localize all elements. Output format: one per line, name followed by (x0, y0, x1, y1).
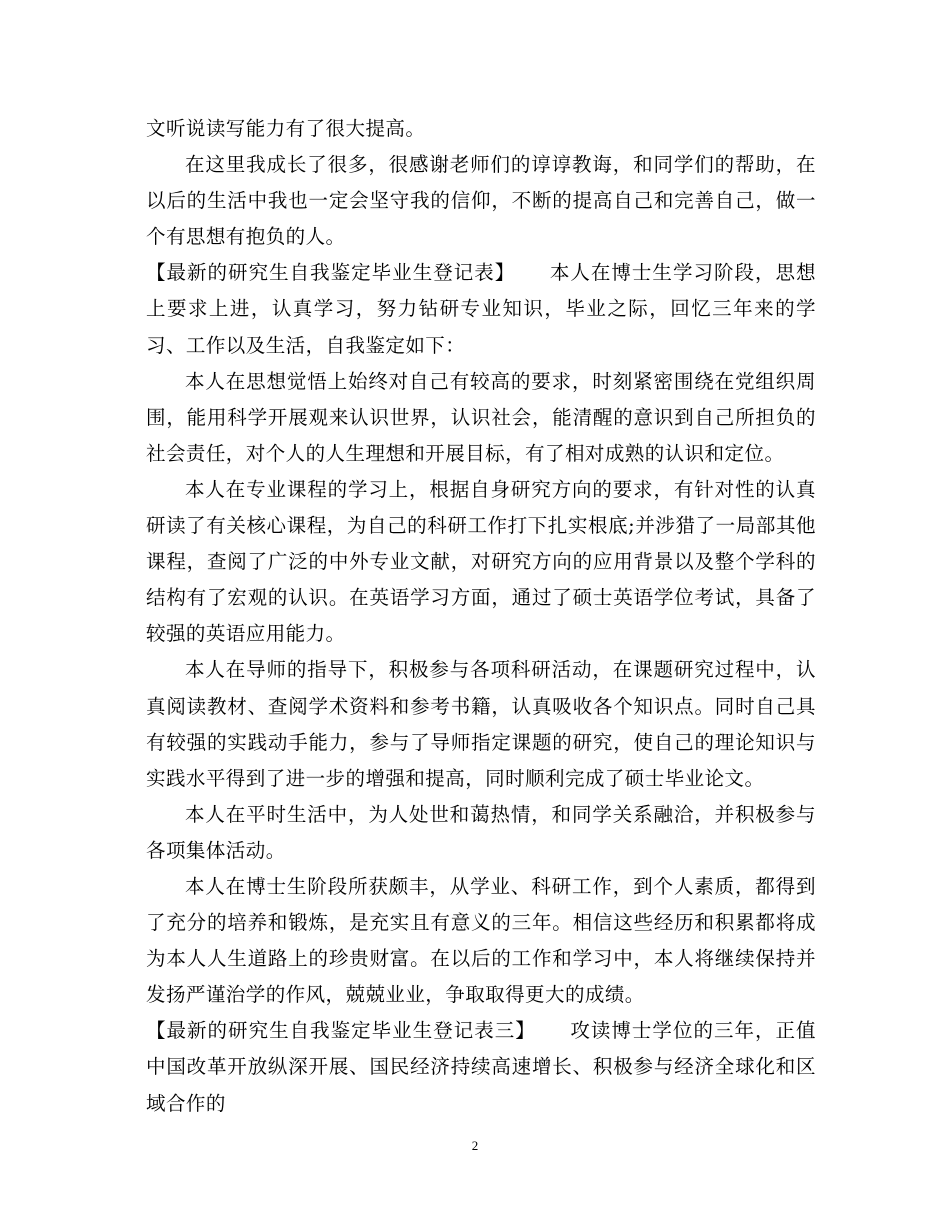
paragraph-coursework: 本人在专业课程的学习上，根据自身研究方向的要求，有针对性的认真研读了有关核心课程，为自己的科研工作打下扎实根底;并涉猎了一局部其他课程，查阅了广泛的中外专业文献，对研究方向的应用背景以及整个学科的结构有了宏观的认识。在英语学习方面，通过了硕士英语学位考试，具备了较强的英语应用能力。 (146, 477, 816, 646)
paragraph-summary: 本人在博士生阶段所获颇丰，从学业、科研工作，到个人素质，都得到了充分的培养和锻炼，是充实且有意义的三年。相信这些经历和积累都将成为本人人生道路上的珍贵财富。在以后的工作和学习中，本人将继续保持并发扬严谨治学的作风，兢兢业业，争取取得更大的成绩。 (146, 874, 816, 1007)
paragraph-research: 本人在导师的指导下，积极参与各项科研活动，在课题研究过程中，认真阅读教材、查阅学术资料和参考书籍，认真吸收各个知识点。同时自己具有较强的实践动手能力，参与了导师指定课题的研究，使自己的理论知识与实践水平得到了进一步的增强和提高，同时顺利完成了硕士毕业论文。 (146, 658, 816, 790)
document-body (146, 111, 816, 1122)
paragraph-section-one (146, 255, 816, 363)
section-heading-self-assessment: 【最新的研究生自我鉴定毕业生登记表】 (146, 261, 516, 285)
paragraph-ideology: 本人在思想觉悟上始终对自己有较高的要求，时刻紧密围绕在党组织周围，能用科学开展观来认识世界，认识社会，能清醒的意识到自己所担负的社会责任，对个人的人生理想和开展目标，有了相对成熟的认识和定位。 (146, 369, 816, 465)
section-three-intro-text: 攻读博士学位的三年，正值中国改革开放纵深开展、国民经济持续高速增长、积极参与经济全球化和区域合作的 (146, 1019, 816, 1115)
paragraph-continuation: 文听说读写能力有了很大提高。 (146, 117, 426, 140)
page-number: 2 (471, 1138, 479, 1153)
paragraph-daily-life: 本人在平时生活中，为人处世和蔼热情，和同学关系融洽，并积极参与各项集体活动。 (146, 802, 816, 862)
section-one-intro-text: 本人在博士生学习阶段，思想上要求上进，认真学习，努力钻研专业知识，毕业之际，回忆三年来的学习、工作以及生活，自我鉴定如下： (146, 261, 816, 357)
paragraph-gratitude: 在这里我成长了很多，很感谢老师们的谆谆教诲，和同学们的帮助，在以后的生活中我也一定会坚守我的信仰，不断的提高自己和完善自己，做一个有思想有抱负的人。 (146, 153, 816, 249)
section-heading-self-assessment-three: 【最新的研究生自我鉴定毕业生登记表三】 (146, 1019, 536, 1043)
paragraph-section-three (146, 1013, 816, 1121)
